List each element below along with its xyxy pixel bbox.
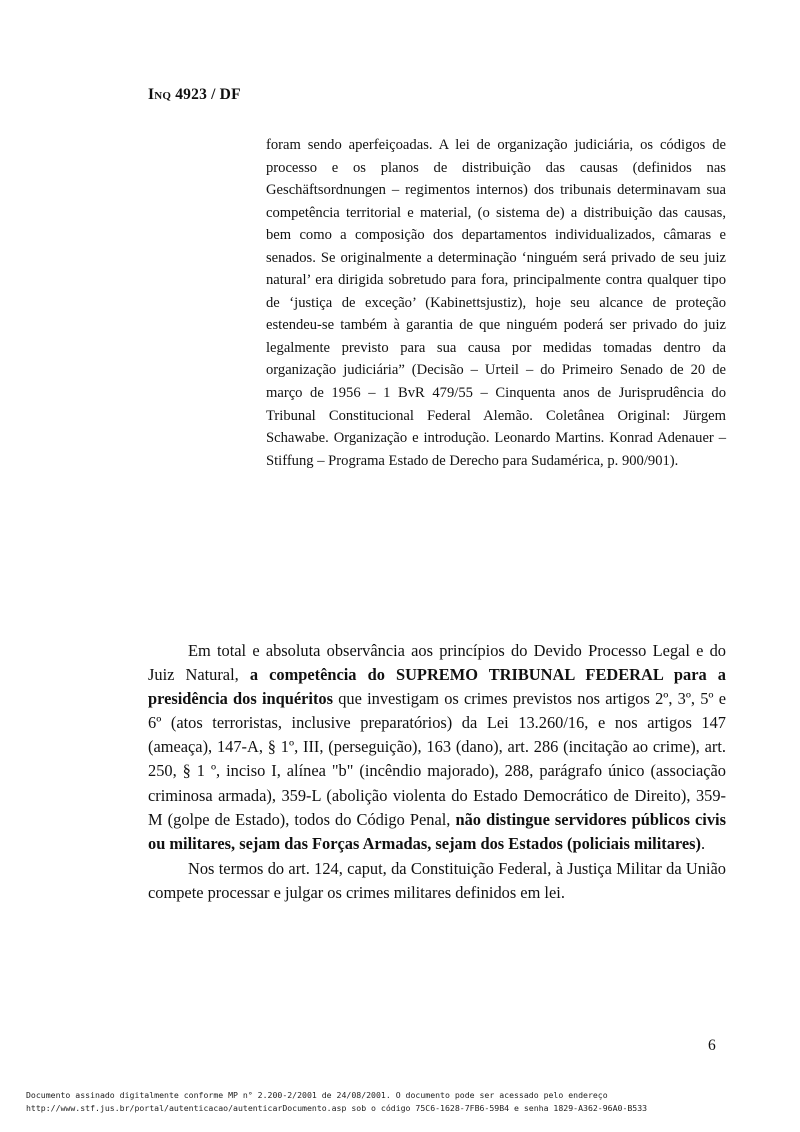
paragraph-competence — [148, 639, 726, 856]
footer-line-1: Documento assinado digitalmente conforme MP n° 2.200-2/2001 de 24/08/2001. O documento pode ser acessado pelo endereço — [26, 1090, 608, 1100]
page-number: 6 — [708, 1037, 716, 1054]
paragraph-competence-part1: Em total e absoluta observância aos princípios do Devido Processo Legal e do Juiz Natural, — [148, 641, 726, 685]
paragraph-competence-bold2: não distingue servidores públicos civis ou militares, sejam das Forças Armadas, sejam dos Estados (policiais militares) — [148, 809, 726, 853]
paragraph-competence-part2: que investigam os crimes previstos nos artigos 2º, 3º, 5º e 6º (atos terroristas, inclusive preparatórios) da Lei 13.260/16, e nos artigos 147 (ameaça), 147-A, § 1º, III, (perseguição), 163 (dano), art. 286 (incitação ao crime), art. 250, § 1 º, inciso I, alínea "b" (incêndio majorado), 288, parágrafo único (associação criminosa armada), 359-L (abolição violenta do Estado Democrático de Direito), 359-M (golpe de Estado), todos do Código Penal, — [148, 689, 726, 829]
case-number: 4923 / DF — [171, 86, 241, 103]
quoted-citation-block — [266, 134, 726, 472]
digital-signature-footer — [26, 1089, 786, 1114]
footer-line-2: http://www.stf.jus.br/portal/autenticacao/autenticarDocumento.asp sob o código 75C6-1628-7FB6-59B4 e senha 1829-A362-96A0-B533 — [26, 1102, 648, 1113]
paragraph-competence-bold1: a competência do SUPREMO TRIBUNAL FEDERAL para a presidência dos inquéritos — [148, 665, 726, 709]
main-body-text — [148, 639, 726, 905]
case-header — [148, 86, 241, 104]
quote-text: foram sendo aperfeiçoadas. A lei de organização judiciária, os códigos de processo e os planos de distribuição das causas (definidos nas Geschäftsordnungen – regimentos internos) dos tribunais determinavam sua competência territorial e material, (o sistema de) a distribuição das causas, bem como a composição dos departamentos individualizados, câmaras e senados. Se originalmente a determinação ‘ninguém será privado de seu juiz natural’ era dirigida sobretudo para fora, principalmente contra qualquer tipo de ‘justiça de exceção’ (Kabinettsjustiz), hoje seu alcance de proteção estendeu-se também à garantia de que ninguém poderá ser privado do juiz legalmente previsto para sua causa por medidas tomadas dentro da organização judiciária” (Decisão – Urteil – do Primeiro Senado de 20 de março de 1956 – 1 BvR 479/55 – Cinquenta anos de Jurisprudência do Tribunal Constitucional Federal Alemão. Coletânea Original: Jürgem Schawabe. Organização e introdução. Leonardo Martins. Konrad Adenauer – Stiffung – Programa Estado de Derecho para Sudamérica, p. 900/901). — [266, 137, 726, 469]
paragraph-military-justice: Nos termos do art. 124, caput, da Constituição Federal, à Justiça Militar da União compete processar e julgar os crimes militares definidos em lei. — [148, 858, 726, 902]
inq-label: Inq — [148, 86, 172, 103]
paragraph-competence-part3: . — [701, 833, 706, 853]
